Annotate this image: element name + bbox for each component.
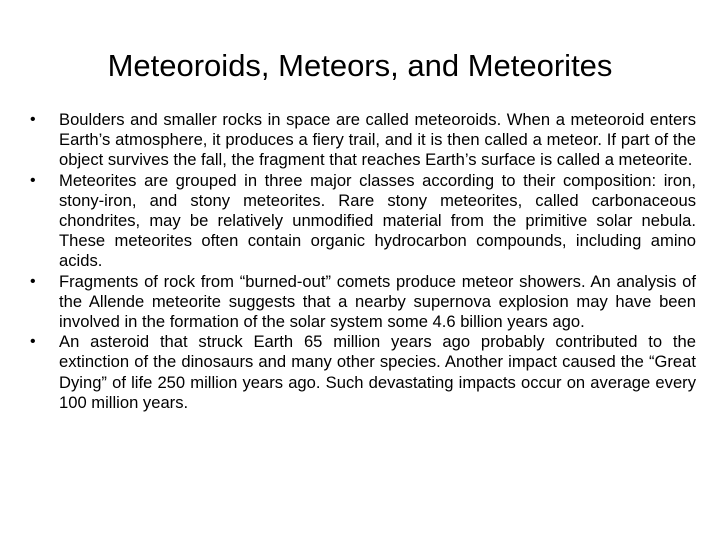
bullet-item-4 [28, 332, 696, 413]
bullet-text: Boulders and smaller rocks in space are called meteoroids. When a meteoroid enters Earth’s atmosphere, it produces a fiery trail, and it is then called a meteor. If part of the object survives the fall, the fragment that reaches Earth’s surface is called a meteorite. [59, 110, 696, 170]
bullet-item-3 [28, 272, 696, 333]
bullet-marker: • [30, 333, 36, 351]
bullet-marker: • [30, 111, 36, 128]
bullet-text: An asteroid that struck Earth 65 million years ago probably contributed to the extinction of the dinosaurs and many other species. Another impact caused the “Great Dying” of life 250 million years ago. Such devastating impacts occur on average every 100 million years. [59, 332, 696, 412]
bullet-marker: • [30, 272, 36, 290]
bullet-item-2 [28, 171, 696, 272]
bullet-item-1 [28, 110, 696, 171]
bullet-text: Fragments of rock from “burned-out” comets produce meteor showers. An analysis of the Allende meteorite suggests that a nearby supernova explosion may have been involved in the formation of the solar system some 4.6 billion years ago. [59, 271, 696, 332]
slide-title: Meteoroids, Meteors, and Meteorites [107, 48, 613, 83]
bullet-list [28, 110, 696, 413]
bullet-text: Meteorites are grouped in three major classes according to their composition: iron, stony-iron, and stony meteorites. Rare stony meteorites, called carbonaceous chondrites, may be relatively unmodified material from the primitive solar nebula. These meteorites often contain organic hydrocarbon compounds, including amino acids. [59, 170, 696, 271]
bullet-marker: • [30, 171, 36, 189]
